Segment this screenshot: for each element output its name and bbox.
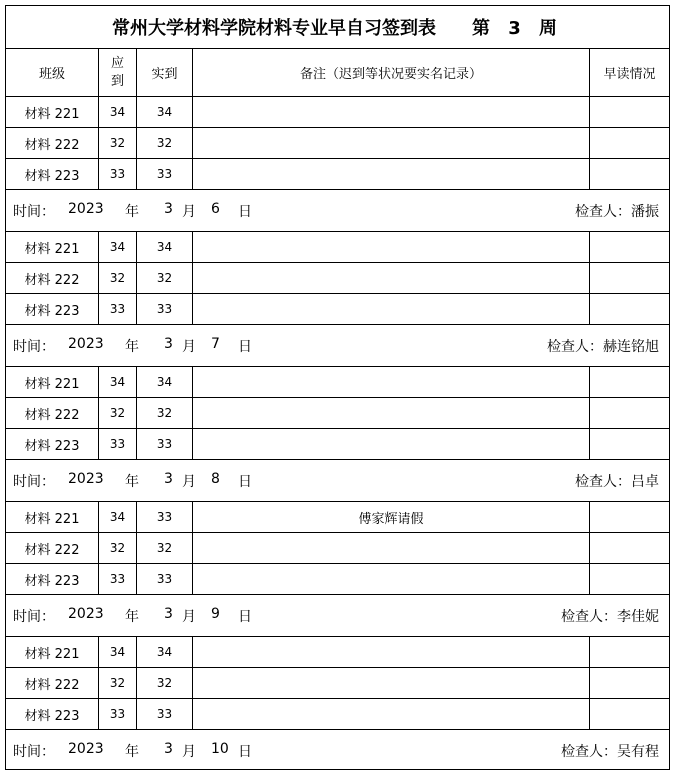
should-cell: 34 — [99, 637, 137, 667]
class-cell: 材料 222 — [6, 668, 99, 698]
title-text: 常州大学材料学院材料专业早自习签到表 — [111, 18, 436, 39]
reading-cell — [590, 637, 669, 667]
class-cell: 材料 221 — [6, 502, 99, 532]
inspector-name: 吕卓 — [631, 474, 659, 490]
sign-in-sheet — [5, 5, 670, 770]
table-row — [6, 294, 669, 325]
remark-cell — [193, 97, 590, 127]
day-value: 7 — [211, 336, 220, 352]
class-cell: 材料 221 — [6, 232, 99, 262]
should-cell: 32 — [99, 398, 137, 428]
reading-cell — [590, 564, 669, 594]
reading-cell — [590, 97, 669, 127]
day-label: 日 — [238, 609, 252, 625]
table-row — [6, 637, 669, 668]
month-value: 3 — [164, 741, 173, 757]
remark-cell — [193, 429, 590, 459]
header-should — [99, 49, 137, 96]
year-label: 年 — [125, 474, 139, 490]
reading-cell — [590, 232, 669, 262]
inspector-group — [575, 471, 659, 491]
should-cell: 33 — [99, 564, 137, 594]
year-label: 年 — [125, 339, 139, 355]
date-inspector-line — [6, 460, 669, 502]
actual-cell: 32 — [137, 533, 193, 563]
actual-cell: 34 — [137, 367, 193, 397]
reading-cell — [590, 263, 669, 293]
inspector-name: 赫连铭旭 — [603, 339, 659, 355]
should-cell: 34 — [99, 367, 137, 397]
actual-cell: 33 — [137, 502, 193, 532]
month-label: 月 — [182, 744, 196, 760]
header-remark: 备注（迟到等状况要实名记录） — [193, 49, 590, 96]
month-value: 3 — [164, 471, 173, 487]
reading-cell — [590, 367, 669, 397]
date-inspector-line — [6, 730, 669, 771]
time-label: 时间： — [13, 609, 55, 625]
class-cell: 材料 222 — [6, 398, 99, 428]
remark-cell — [193, 564, 590, 594]
remark-cell — [193, 668, 590, 698]
class-cell: 材料 222 — [6, 533, 99, 563]
reading-cell — [590, 699, 669, 729]
inspector-name: 李佳妮 — [617, 609, 659, 625]
inspector-name: 潘振 — [631, 204, 659, 220]
should-cell: 33 — [99, 159, 137, 189]
month-label: 月 — [182, 474, 196, 490]
day-value: 9 — [211, 606, 220, 622]
year-value: 2023 — [68, 741, 104, 757]
remark-cell: 傅家辉请假 — [193, 502, 590, 532]
month-label: 月 — [182, 204, 196, 220]
month-value: 3 — [164, 336, 173, 352]
inspector-label: 检查人： — [575, 474, 631, 490]
actual-cell: 32 — [137, 668, 193, 698]
date-inspector-line — [6, 325, 669, 367]
actual-cell: 33 — [137, 294, 193, 324]
inspector-group — [561, 741, 659, 761]
inspector-label: 检查人： — [561, 609, 617, 625]
should-cell: 32 — [99, 263, 137, 293]
should-cell: 33 — [99, 429, 137, 459]
reading-cell — [590, 128, 669, 158]
day-label: 日 — [238, 339, 252, 355]
time-label: 时间： — [13, 204, 55, 220]
day-label: 日 — [238, 744, 252, 760]
should-cell: 34 — [99, 232, 137, 262]
month-label: 月 — [182, 339, 196, 355]
year-label: 年 — [125, 744, 139, 760]
should-cell: 33 — [99, 699, 137, 729]
inspector-group — [547, 336, 659, 356]
actual-cell: 32 — [137, 128, 193, 158]
remark-cell — [193, 128, 590, 158]
actual-cell: 32 — [137, 263, 193, 293]
reading-cell — [590, 294, 669, 324]
actual-cell: 33 — [137, 564, 193, 594]
table-row — [6, 668, 669, 699]
week-label — [466, 14, 563, 40]
date-inspector-line — [6, 595, 669, 637]
actual-cell: 34 — [137, 232, 193, 262]
class-cell: 材料 223 — [6, 429, 99, 459]
table-row — [6, 232, 669, 263]
month-value: 3 — [164, 606, 173, 622]
class-cell: 材料 221 — [6, 367, 99, 397]
time-label: 时间： — [13, 744, 55, 760]
header-actual: 实到 — [137, 49, 193, 96]
class-cell: 材料 223 — [6, 294, 99, 324]
actual-cell: 32 — [137, 398, 193, 428]
year-value: 2023 — [68, 336, 104, 352]
header-reading: 早读情况 — [603, 67, 656, 82]
inspector-group — [575, 201, 659, 221]
remark-cell — [193, 159, 590, 189]
should-cell: 32 — [99, 533, 137, 563]
table-row — [6, 533, 669, 564]
year-value: 2023 — [68, 606, 104, 622]
reading-cell — [590, 398, 669, 428]
header-class: 班级 — [6, 49, 99, 96]
reading-cell — [590, 533, 669, 563]
actual-cell: 34 — [137, 97, 193, 127]
inspector-label: 检查人： — [575, 204, 631, 220]
remark-cell — [193, 637, 590, 667]
remark-cell — [193, 294, 590, 324]
table-row — [6, 699, 669, 730]
table-row — [6, 159, 669, 190]
inspector-name: 吴有程 — [617, 744, 659, 760]
remark-cell — [193, 533, 590, 563]
actual-cell: 33 — [137, 699, 193, 729]
header-should-2: 到 — [110, 73, 124, 89]
table-header — [6, 49, 669, 97]
should-cell: 32 — [99, 668, 137, 698]
day-value: 6 — [211, 201, 220, 217]
should-cell: 33 — [99, 294, 137, 324]
table-row — [6, 429, 669, 460]
header-should-1: 应 — [110, 55, 124, 71]
day-value: 8 — [211, 471, 220, 487]
month-value: 3 — [164, 201, 173, 217]
remark-cell — [193, 263, 590, 293]
class-cell: 材料 221 — [6, 97, 99, 127]
time-label: 时间： — [13, 339, 55, 355]
remark-cell — [193, 699, 590, 729]
remark-cell — [193, 398, 590, 428]
should-cell: 34 — [99, 97, 137, 127]
year-value: 2023 — [68, 201, 104, 217]
day-label: 日 — [238, 204, 252, 220]
reading-cell — [590, 502, 669, 532]
reading-cell — [590, 429, 669, 459]
day-value: 10 — [211, 741, 229, 757]
table-row — [6, 367, 669, 398]
week-prefix: 第 — [471, 18, 490, 39]
class-cell: 材料 221 — [6, 637, 99, 667]
reading-cell — [590, 668, 669, 698]
year-value: 2023 — [68, 471, 104, 487]
actual-cell: 33 — [137, 159, 193, 189]
table-row — [6, 263, 669, 294]
class-cell: 材料 222 — [6, 263, 99, 293]
week-number: 3 — [508, 18, 521, 39]
actual-cell: 34 — [137, 637, 193, 667]
day-label: 日 — [238, 474, 252, 490]
actual-cell: 33 — [137, 429, 193, 459]
year-label: 年 — [125, 609, 139, 625]
class-cell: 材料 223 — [6, 699, 99, 729]
should-cell: 32 — [99, 128, 137, 158]
class-cell: 材料 223 — [6, 564, 99, 594]
remark-cell — [193, 367, 590, 397]
class-cell: 材料 222 — [6, 128, 99, 158]
date-inspector-line — [6, 190, 669, 232]
table-row — [6, 97, 669, 128]
remark-cell — [193, 232, 590, 262]
year-label: 年 — [125, 204, 139, 220]
inspector-label: 检查人： — [547, 339, 603, 355]
month-label: 月 — [182, 609, 196, 625]
week-suffix: 周 — [539, 18, 558, 39]
table-row — [6, 128, 669, 159]
reading-cell — [590, 159, 669, 189]
table-row — [6, 398, 669, 429]
should-cell: 34 — [99, 502, 137, 532]
class-cell: 材料 223 — [6, 159, 99, 189]
table-row — [6, 502, 669, 533]
inspector-label: 检查人： — [561, 744, 617, 760]
table-row — [6, 564, 669, 595]
time-label: 时间： — [13, 474, 55, 490]
inspector-group — [561, 606, 659, 626]
sheet-title — [6, 6, 669, 49]
